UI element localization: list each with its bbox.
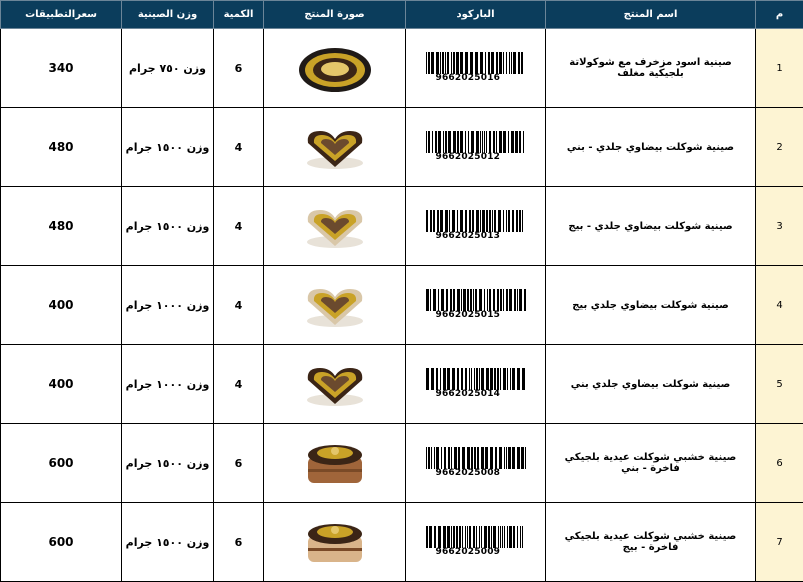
product-price: 400: [1, 345, 122, 424]
row-index: 3: [756, 187, 803, 266]
barcode-cell: [406, 108, 546, 187]
row-index: 1: [756, 29, 803, 108]
product-price: 340: [1, 29, 122, 108]
barcode-cell: [406, 187, 546, 266]
product-qty: 6: [214, 424, 264, 503]
product-qty: 6: [214, 29, 264, 108]
row-index: 6: [756, 424, 803, 503]
product-price: 600: [1, 424, 122, 503]
header-index: م: [756, 1, 803, 29]
header-name: اسم المنتج: [546, 1, 756, 29]
row-index: 5: [756, 345, 803, 424]
product-name: صينية شوكلت بيضاوي جلدي بني: [546, 345, 756, 424]
table-row: [1, 266, 803, 345]
product-qty: 4: [214, 187, 264, 266]
product-name: صينية خشبي شوكلت عيدية بلجيكي فاخرة - بيج: [546, 503, 756, 582]
product-qty: 4: [214, 266, 264, 345]
table-row: [1, 108, 803, 187]
product-image-cell: [264, 424, 406, 503]
barcode-icon: [424, 52, 528, 74]
wooden-beige-chocolate-box-icon: [290, 512, 380, 572]
barcode-number: 9662025013: [424, 231, 528, 241]
barcode-icon: [424, 526, 528, 548]
barcode-cell: [406, 424, 546, 503]
barcode-icon: [424, 210, 528, 232]
barcode-number: 9662025015: [424, 310, 528, 320]
heart-brown-chocolate-tray-icon: [290, 354, 380, 414]
header-price: سعرالتطبيقات: [1, 1, 122, 29]
product-image-cell: [264, 108, 406, 187]
product-weight: وزن ١٠٠٠ جرام: [122, 266, 214, 345]
product-weight: وزن ١٠٠٠ جرام: [122, 345, 214, 424]
product-name: صينية شوكلت بيضاوي جلدي بيج: [546, 266, 756, 345]
row-index: 4: [756, 266, 803, 345]
heart-brown-chocolate-tray-icon: [290, 117, 380, 177]
barcode-number: 9662025014: [424, 389, 528, 399]
product-qty: 4: [214, 108, 264, 187]
product-image-cell: [264, 345, 406, 424]
product-price: 600: [1, 503, 122, 582]
product-image-cell: [264, 266, 406, 345]
table-header-row: [1, 1, 803, 29]
product-image-cell: [264, 187, 406, 266]
product-weight: وزن ١٥٠٠ جرام: [122, 108, 214, 187]
barcode-icon: [424, 289, 528, 311]
row-index: 2: [756, 108, 803, 187]
row-index: 7: [756, 503, 803, 582]
heart-beige-chocolate-tray-icon: [290, 275, 380, 335]
barcode-number: 9662025008: [424, 468, 528, 478]
barcode-number: 9662025009: [424, 547, 528, 557]
barcode-number: 9662025012: [424, 152, 528, 162]
product-name: صينية اسود مزخرف مع شوكولاتة بلجيكية مغلف: [546, 29, 756, 108]
product-name: صينية خشبي شوكلت عيدية بلجيكي فاخرة - بني: [546, 424, 756, 503]
product-name: صينية شوكلت بيضاوي جلدي - بيج: [546, 187, 756, 266]
barcode-icon: [424, 368, 528, 390]
product-weight: وزن ١٥٠٠ جرام: [122, 424, 214, 503]
barcode-cell: [406, 29, 546, 108]
barcode-number: 9662025016: [424, 73, 528, 83]
barcode-cell: [406, 345, 546, 424]
header-barcode: الباركود: [406, 1, 546, 29]
barcode-cell: [406, 503, 546, 582]
table-row: [1, 29, 803, 108]
product-image-cell: [264, 503, 406, 582]
heart-beige-chocolate-tray-icon: [290, 196, 380, 256]
product-weight: وزن ١٥٠٠ جرام: [122, 187, 214, 266]
barcode-cell: [406, 266, 546, 345]
product-weight: وزن ٧٥٠ جرام: [122, 29, 214, 108]
product-weight: وزن ١٥٠٠ جرام: [122, 503, 214, 582]
table-row: [1, 503, 803, 582]
round-black-chocolate-tray-icon: [290, 38, 380, 98]
product-qty: 6: [214, 503, 264, 582]
header-weight: وزن الصينية: [122, 1, 214, 29]
barcode-icon: [424, 447, 528, 469]
barcode-icon: [424, 131, 528, 153]
header-image: صورة المنتج: [264, 1, 406, 29]
wooden-brown-chocolate-box-icon: [290, 433, 380, 493]
table-row: [1, 187, 803, 266]
product-qty: 4: [214, 345, 264, 424]
product-image-cell: [264, 29, 406, 108]
table-row: [1, 345, 803, 424]
product-price: 400: [1, 266, 122, 345]
table-row: [1, 424, 803, 503]
product-price: 480: [1, 187, 122, 266]
product-name: صينية شوكلت بيضاوي جلدي - بني: [546, 108, 756, 187]
product-price: 480: [1, 108, 122, 187]
header-qty: الكمية: [214, 1, 264, 29]
